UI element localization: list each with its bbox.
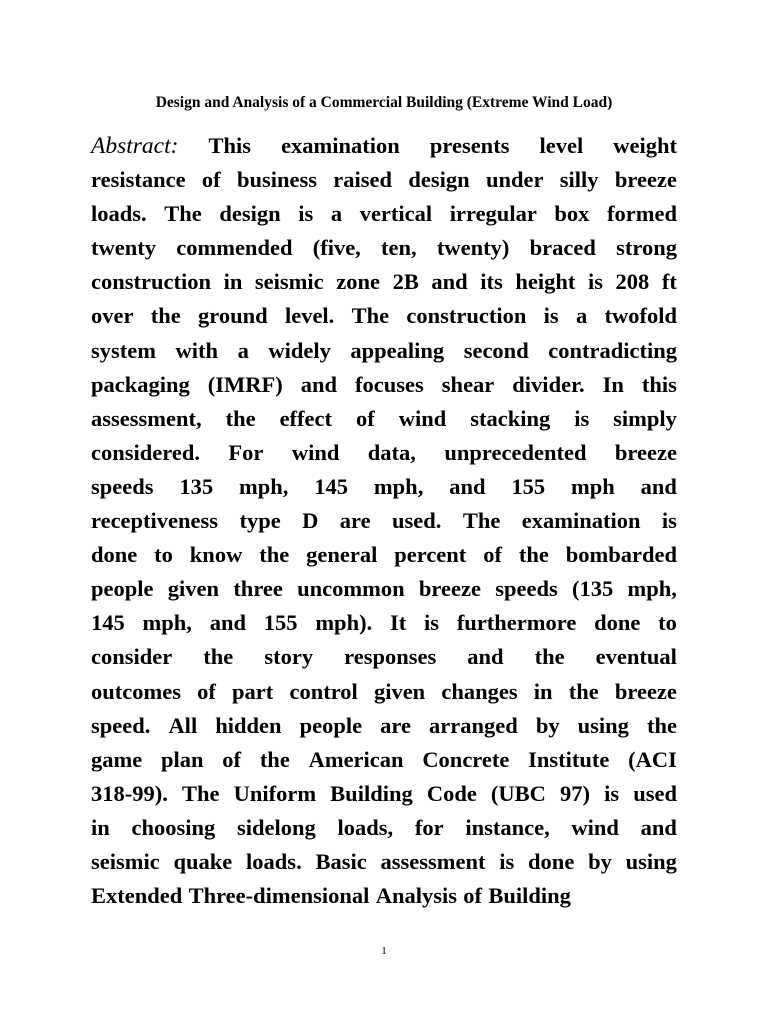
abstract-word: contradicting <box>548 337 677 363</box>
abstract-word: a <box>237 337 249 363</box>
abstract-word: breeze <box>614 167 677 193</box>
abstract-word: It <box>389 610 407 636</box>
abstract-line <box>91 777 677 811</box>
abstract-line <box>91 197 677 231</box>
abstract-word: construction <box>406 303 527 329</box>
abstract-word: part <box>232 678 274 704</box>
abstract-word: over <box>91 303 134 329</box>
document-title: Design and Analysis of a Commercial Building (Extreme Wind Load) <box>155 94 613 111</box>
abstract-word: mph, <box>239 473 289 499</box>
abstract-word: silly <box>559 167 599 193</box>
abstract-word: In <box>602 371 624 397</box>
abstract-word: instance, <box>465 814 550 840</box>
abstract-word: irregular <box>449 201 537 227</box>
abstract-word: control <box>289 678 358 704</box>
abstract-word: commended <box>176 235 293 261</box>
abstract-word: 155 <box>511 473 546 499</box>
abstract-word: Extended <box>91 883 183 909</box>
abstract-word: in <box>533 678 553 704</box>
abstract-word: is <box>574 405 590 431</box>
abstract-word: stacking <box>470 405 551 431</box>
abstract-word: of <box>355 405 375 431</box>
abstract-word: speed. <box>91 712 151 738</box>
abstract-word: (IMRF) <box>207 371 283 397</box>
abstract-word: 155 <box>263 610 298 636</box>
abstract-word: The <box>181 780 220 806</box>
abstract-word: given <box>373 678 426 704</box>
abstract-word: This <box>208 133 252 158</box>
abstract-word: for <box>414 814 444 840</box>
abstract-word: (five, <box>312 235 361 261</box>
abstract-word: and <box>209 610 246 636</box>
abstract-word: business <box>236 167 317 193</box>
abstract-word: know <box>189 542 243 568</box>
abstract-word: breeze <box>418 576 481 602</box>
abstract-word: and <box>300 371 338 397</box>
abstract-word: Building <box>330 780 413 806</box>
abstract-word: Uniform <box>233 780 317 806</box>
abstract-word: level. <box>284 303 335 329</box>
abstract-word: effect <box>279 405 333 431</box>
abstract-word: and <box>640 814 677 840</box>
abstract-word: mph, <box>142 610 192 636</box>
abstract-word: assessment, <box>91 405 202 431</box>
abstract-word: type <box>239 508 281 534</box>
abstract-word: divider. <box>512 371 585 397</box>
abstract-word: plan <box>161 746 204 772</box>
abstract-word: uncommon <box>297 576 405 602</box>
abstract-word: 2B <box>392 269 419 295</box>
abstract-word: weight <box>613 133 677 158</box>
abstract-word: wind <box>571 814 619 840</box>
abstract-line <box>91 538 677 572</box>
abstract-word: under <box>485 167 544 193</box>
abstract-line <box>91 402 677 436</box>
abstract-word: of <box>197 678 216 704</box>
abstract-word: a <box>330 201 343 227</box>
abstract-line <box>91 606 677 640</box>
abstract-word: raised <box>333 167 393 193</box>
abstract-word: second <box>463 337 529 363</box>
abstract-word: and <box>640 473 677 499</box>
abstract-word: in <box>223 269 243 295</box>
abstract-word: shear <box>441 371 495 397</box>
abstract-label: Abstract: <box>91 133 179 159</box>
abstract-word: ground <box>198 303 268 329</box>
abstract-word: its <box>480 269 503 295</box>
abstract-word: wind <box>291 439 340 465</box>
abstract-line <box>91 129 677 163</box>
abstract-word: arranged <box>429 712 518 738</box>
abstract-word: The <box>462 508 501 534</box>
abstract-word: Analysis <box>375 883 457 909</box>
abstract-word: braced <box>529 235 596 261</box>
abstract-word: is <box>424 610 440 636</box>
abstract-word: presents <box>429 133 510 158</box>
abstract-word: by <box>588 848 612 874</box>
abstract-line <box>91 368 677 402</box>
abstract-line <box>91 470 677 504</box>
abstract-word: done <box>594 610 641 636</box>
abstract-word: the <box>259 542 290 568</box>
abstract-word: system <box>91 337 156 363</box>
abstract-word: 97) <box>560 780 591 806</box>
abstract-word: level <box>539 133 584 158</box>
abstract-word: design <box>219 201 281 227</box>
abstract-word: are <box>380 712 411 738</box>
abstract-word: box <box>554 201 590 227</box>
abstract-word: game <box>91 746 143 772</box>
abstract-word: the <box>203 644 234 670</box>
abstract-word: considered. <box>91 439 200 465</box>
abstract-word: data, <box>367 439 416 465</box>
abstract-word: mph, <box>373 473 424 499</box>
abstract-word: resistance <box>91 167 186 193</box>
abstract-line <box>91 299 677 333</box>
abstract-word: bombarded <box>565 542 677 568</box>
abstract-word: examination <box>521 508 641 534</box>
abstract-word: three <box>233 576 283 602</box>
abstract-word: general <box>306 542 378 568</box>
abstract-line <box>91 334 677 368</box>
abstract-word: (135 <box>572 576 614 602</box>
abstract-word: with <box>175 337 219 363</box>
abstract-line <box>91 572 677 606</box>
abstract-word: twenty) <box>436 235 510 261</box>
abstract-word: appealing <box>350 337 445 363</box>
abstract-word: the <box>259 746 290 772</box>
abstract-line <box>91 640 677 674</box>
abstract-word: is <box>499 848 515 874</box>
abstract-line <box>91 879 677 913</box>
page-number: 1 <box>381 945 387 957</box>
abstract-word: used <box>633 780 677 806</box>
abstract-word: construction <box>91 269 211 295</box>
abstract-word: American <box>308 746 404 772</box>
abstract-line <box>91 265 677 299</box>
abstract-body <box>91 129 677 913</box>
abstract-word: is <box>661 508 677 534</box>
abstract-word: assessment <box>380 848 486 874</box>
abstract-word: story <box>264 644 314 670</box>
abstract-word: to <box>658 610 677 636</box>
abstract-word: the <box>518 542 549 568</box>
abstract-word: are <box>339 508 371 534</box>
abstract-word: The <box>164 201 202 227</box>
abstract-word: focuses <box>355 371 424 397</box>
abstract-word: people <box>299 712 363 738</box>
abstract-word: loads, <box>337 814 394 840</box>
abstract-word: done <box>528 848 575 874</box>
abstract-word: formed <box>607 201 677 227</box>
abstract-line <box>91 231 677 265</box>
abstract-word: 145 <box>91 610 125 636</box>
abstract-word: All <box>168 712 198 738</box>
abstract-word: For <box>228 439 264 465</box>
abstract-word: is <box>298 201 314 227</box>
abstract-word: packaging <box>91 371 190 397</box>
abstract-word: changes <box>441 678 518 704</box>
abstract-word: speeds <box>495 576 558 602</box>
abstract-line <box>91 743 677 777</box>
abstract-word: 318-99). <box>91 780 168 806</box>
abstract-word: the <box>646 712 677 738</box>
abstract-word: twenty <box>91 235 156 261</box>
abstract-word: 145 <box>314 473 349 499</box>
abstract-word: and <box>467 644 504 670</box>
abstract-word: Three-dimensional <box>188 883 370 909</box>
abstract-word: receptiveness <box>91 508 219 534</box>
abstract-line <box>91 811 677 845</box>
abstract-word: given <box>167 576 220 602</box>
abstract-word: the <box>225 405 256 431</box>
abstract-word: this <box>641 371 677 397</box>
abstract-word: 135 <box>179 473 214 499</box>
abstract-word: people <box>91 576 154 602</box>
abstract-word: breeze <box>614 678 677 704</box>
abstract-word: Basic <box>315 848 367 874</box>
abstract-word: height <box>515 269 576 295</box>
abstract-word: the <box>568 678 599 704</box>
abstract-word: in <box>91 814 110 840</box>
abstract-line <box>91 436 677 470</box>
abstract-word: The <box>351 303 390 329</box>
abstract-word: vertical <box>359 201 433 227</box>
abstract-word: is <box>587 269 603 295</box>
abstract-word: loads. <box>246 848 302 874</box>
abstract-word: widely <box>268 337 331 363</box>
abstract-word: sidelong <box>236 814 316 840</box>
abstract-word: the <box>150 303 181 329</box>
abstract-word: 208 <box>615 269 650 295</box>
abstract-word: eventual <box>595 644 677 670</box>
abstract-word: the <box>534 644 565 670</box>
abstract-word: using <box>577 712 629 738</box>
abstract-word: of <box>201 167 221 193</box>
abstract-word: hidden <box>215 712 282 738</box>
abstract-word: strong <box>616 235 677 261</box>
abstract-word: zone <box>336 269 380 295</box>
abstract-word: unprecedented <box>444 439 587 465</box>
abstract-word: of <box>463 883 483 909</box>
abstract-word: Building <box>488 883 571 909</box>
abstract-line <box>91 709 677 743</box>
abstract-word: using <box>625 848 677 874</box>
abstract-line <box>91 504 677 538</box>
abstract-word: Code <box>426 780 477 806</box>
abstract-word: breeze <box>614 439 677 465</box>
abstract-word: wind <box>398 405 447 431</box>
abstract-word: responses <box>344 644 437 670</box>
abstract-word: ft <box>661 269 677 295</box>
abstract-word: and <box>449 473 486 499</box>
abstract-word: is <box>604 780 620 806</box>
abstract-word: ten, <box>381 235 417 261</box>
abstract-word: mph). <box>315 610 373 636</box>
abstract-word: simply <box>613 405 677 431</box>
abstract-word: to <box>154 542 173 568</box>
abstract-line <box>91 675 677 709</box>
abstract-word: twofold <box>604 303 677 329</box>
abstract-word: is <box>543 303 559 329</box>
abstract-word: outcomes <box>91 678 181 704</box>
abstract-word: mph <box>570 473 615 499</box>
abstract-word: Institute <box>528 746 610 772</box>
abstract-line <box>91 845 677 879</box>
abstract-word: choosing <box>131 814 216 840</box>
abstract-word: (UBC <box>490 780 546 806</box>
abstract-word: seismic <box>254 269 324 295</box>
abstract-word: used. <box>392 508 442 534</box>
abstract-word: loads. <box>91 201 147 227</box>
abstract-word: examination <box>281 133 400 158</box>
abstract-word: quake <box>173 848 233 874</box>
abstract-word: consider <box>91 644 173 670</box>
abstract-word: of <box>483 542 502 568</box>
abstract-word: and <box>431 269 468 295</box>
abstract-word: Concrete <box>422 746 510 772</box>
abstract-word: of <box>222 746 242 772</box>
abstract-word: seismic <box>91 848 160 874</box>
abstract-word: furthermore <box>456 610 577 636</box>
abstract-word: percent <box>394 542 467 568</box>
abstract-word: by <box>535 712 560 738</box>
abstract-line <box>91 163 677 197</box>
abstract-word: design <box>408 167 470 193</box>
abstract-word: mph, <box>627 576 677 602</box>
abstract-word: D <box>302 508 319 534</box>
abstract-word: (ACI <box>628 746 677 772</box>
abstract-word: a <box>575 303 588 329</box>
abstract-word: speeds <box>91 473 154 499</box>
abstract-word: done <box>91 542 138 568</box>
